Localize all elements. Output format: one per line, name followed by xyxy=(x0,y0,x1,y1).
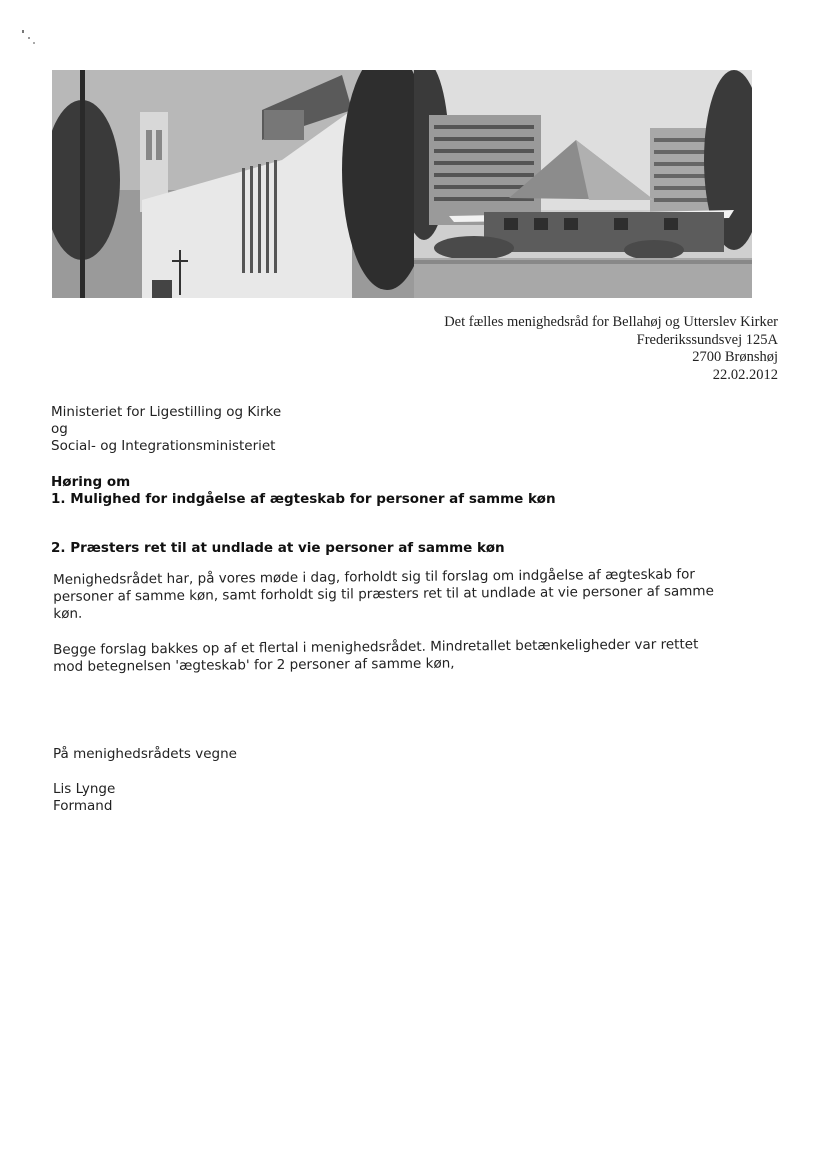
body-paragraph-2 xyxy=(53,636,773,676)
paragraph-line: mod betegnelsen 'ægteskab' for 2 personer af samme køn, xyxy=(53,655,455,675)
church-photo-bellahoj xyxy=(52,70,414,298)
subject-block xyxy=(51,474,556,508)
church-photo-utterslev xyxy=(414,70,752,298)
subject-item-1: 1. Mulighed for indgåelse af ægteskab for personer af samme køn xyxy=(51,491,556,507)
body-paragraph-1 xyxy=(53,566,773,623)
recipient-ministry-1: Ministeriet for Ligestilling og Kirke xyxy=(51,404,282,420)
sender-organization: Det fælles menighedsråd for Bellahøj og Utterslev Kirker xyxy=(444,314,778,330)
recipient-ministry-2: Social- og Integrationsministeriet xyxy=(51,438,276,454)
subject-item-2: 2. Præsters ret til at undlade at vie personer af samme køn xyxy=(51,540,505,556)
letter-date: 22.02.2012 xyxy=(712,366,778,383)
signer-title: Formand xyxy=(53,798,113,814)
sender-street: Frederikssundsvej 125A xyxy=(636,331,778,348)
paragraph-line: Begge forslag bakkes op af et flertal i menighedsrådet. Mindretallet betænkeligheder var rettet xyxy=(53,636,699,658)
subject-heading: Høring om xyxy=(51,474,131,490)
scan-specks xyxy=(18,30,48,60)
recipient-block xyxy=(51,404,281,455)
signoff-text: På menighedsrådets vegne xyxy=(53,746,237,762)
signer-block xyxy=(53,781,115,815)
sender-address-block xyxy=(444,314,778,384)
paragraph-line: køn. xyxy=(53,605,83,622)
paragraph-line: Menighedsrådet har, på vores møde i dag, forholdt sig til forslag om indgåelse af ægteskab for xyxy=(53,566,695,588)
paragraph-line: personer af samme køn, samt forholdt sig til præsters ret til at undlade at vie personer af samme xyxy=(53,583,714,605)
sender-city: 2700 Brønshøj xyxy=(692,349,778,365)
signer-name: Lis Lynge xyxy=(53,781,116,797)
recipient-conjunction: og xyxy=(51,421,68,437)
